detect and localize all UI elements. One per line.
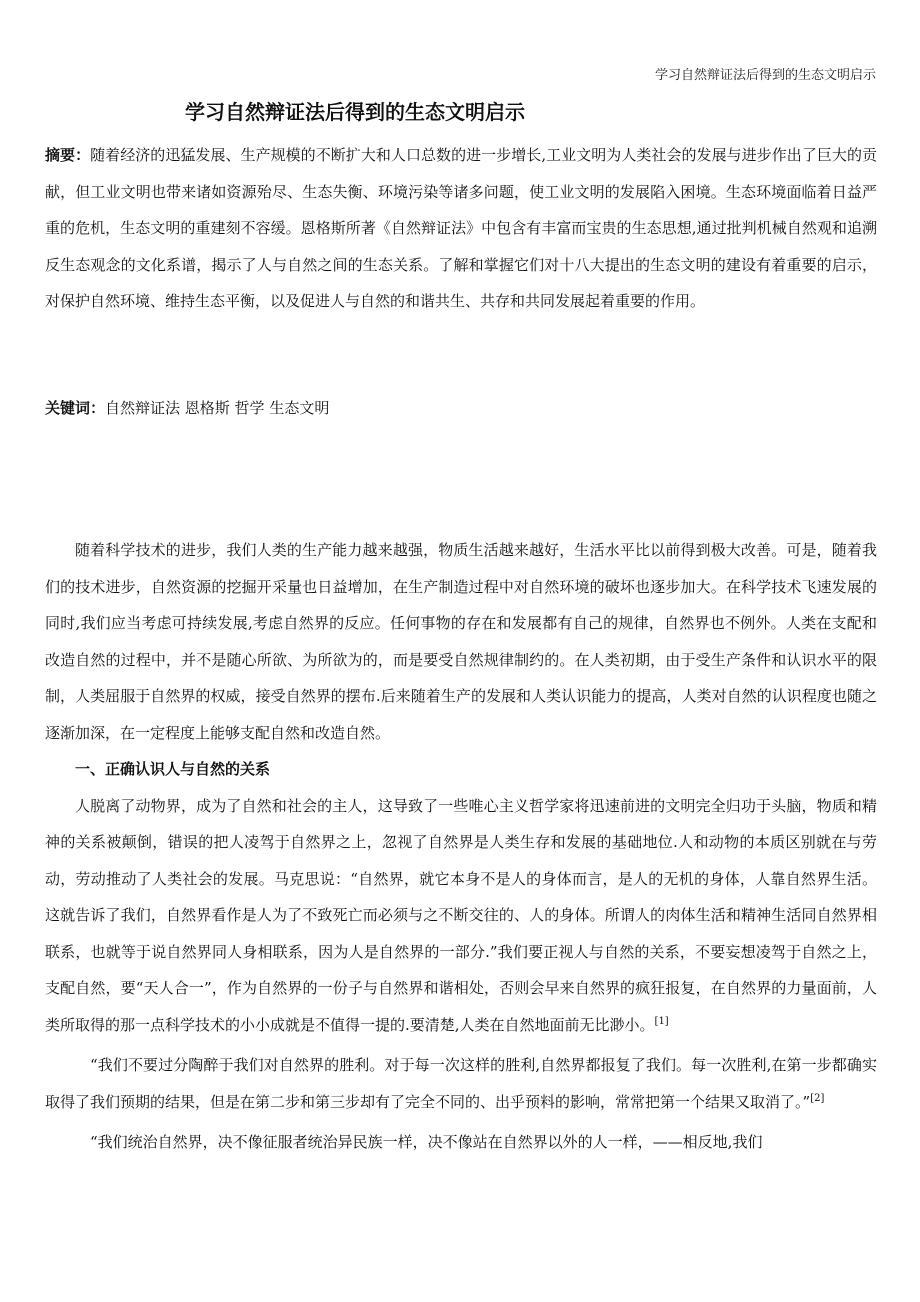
quote-paragraph-1 xyxy=(45,1047,877,1120)
quote-paragraph-2: “我们统治自然界，决不像征服者统治异民族一样，决不像站在自然界以外的人一样，——相反地,我们 xyxy=(90,1133,763,1151)
keywords xyxy=(45,390,877,426)
quote-1-text: “我们不要过分陶醉于我们对自然界的胜利。对于每一次这样的胜利,自然界都报复了我们。每一次胜利,在第一步都确实取得了我们预期的结果，但是在第二步和第三步却有了完全不同的、出乎预料的影响，常常把第一个结果又取消了。” xyxy=(45,1056,877,1111)
citation-2: [2] xyxy=(810,1092,825,1104)
section-heading: 一、正确认识人与自然的关系 xyxy=(75,760,271,778)
running-header: 学习自然辩证法后得到的生态文明启示 xyxy=(654,68,876,83)
abstract xyxy=(45,137,877,320)
paragraph-2 xyxy=(45,788,877,1044)
page-title: 学习自然辩证法后得到的生态文明启示 xyxy=(185,100,525,124)
abstract-label: 摘要： xyxy=(45,146,91,164)
intro-paragraph: 随着科学技术的进步，我们人类的生产能力越来越强，物质生活越来越好，生活水平比以前得到极大改善。可是，随着我们的技术进步，自然资源的挖掘开采量也日益增加，在生产制造过程中对自然环境的破坏也逐步加大。在科学技术飞速发展的同时,我们应当考虑可持续发展,考虑自然界的反应。任何事物的存在和发展都有自己的规律，自然界也不例外。人类在支配和改造自然的过程中，并不是随心所欲、为所欲为的，而是要受自然规律制约的。在人类初期，由于受生产条件和认识水平的限制，人类屈服于自然界的权威，接受自然界的摆布.后来随着生产的发展和人类认识能力的提高，人类对自然的认识程度也随之逐渐加深，在一定程度上能够支配自然和改造自然。 xyxy=(45,541,877,742)
abstract-text: 随着经济的迅猛发展、生产规模的不断扩大和人口总数的进一步增长,工业文明为人类社会的发展与进步作出了巨大的贡献，但工业文明也带来诸如资源殆尽、生态失衡、环境污染等诸多问题，使工业文明的发展陷入困境。生态环境面临着日益严重的危机，生态文明的重建刻不容缓。恩格斯所著《自然辩证法》中包含有丰富而宝贵的生态思想,通过批判机械自然观和追溯反生态观念的文化系谱，揭示了人与自然之间的生态关系。了解和掌握它们对十八大提出的生态文明的建设有着重要的启示，对保护自然环境、维持生态平衡，以及促进人与自然的和谐共生、共存和共同发展起着重要的作用。 xyxy=(45,146,877,310)
keywords-text: 自然辩证法 恩格斯 哲学 生态文明 xyxy=(105,399,330,417)
citation-1: [1] xyxy=(654,1015,669,1027)
paragraph-2-text: 人脱离了动物界，成为了自然和社会的主人，这导致了一些唯心主义哲学家将迅速前进的文明完全归功于头脑，物质和精神的关系被颠倒，错误的把人凌驾于自然界之上，忽视了自然界是人类生存和发展的基础地位.人和动物的本质区别就在与劳动，劳动推动了人类社会的发展。马克思说：“自然界，就它本身不是人的身体而言，是人的无机的身体，人靠自然界生活。这就告诉了我们，自然界看作是人为了不致死亡而必须与之不断交往的、人的身体。所谓人的肉体生活和精神生活同自然界相联系，也就等于说自然界同人身相联系，因为人是自然界的一部分.”我们要正视人与自然的关系，不要妄想凌驾于自然之上，支配自然，要“天人合一”，作为自然界的一份子与自然界和谐相处，否则会早来自然界的疯狂报复，在自然界的力量面前，人类所取得的那一点科学技术的小小成就是不值得一提的.要清楚,人类在自然地面前无比渺小。 xyxy=(45,796,877,1034)
body-text xyxy=(45,532,877,1161)
keywords-label: 关键词： xyxy=(45,399,106,417)
